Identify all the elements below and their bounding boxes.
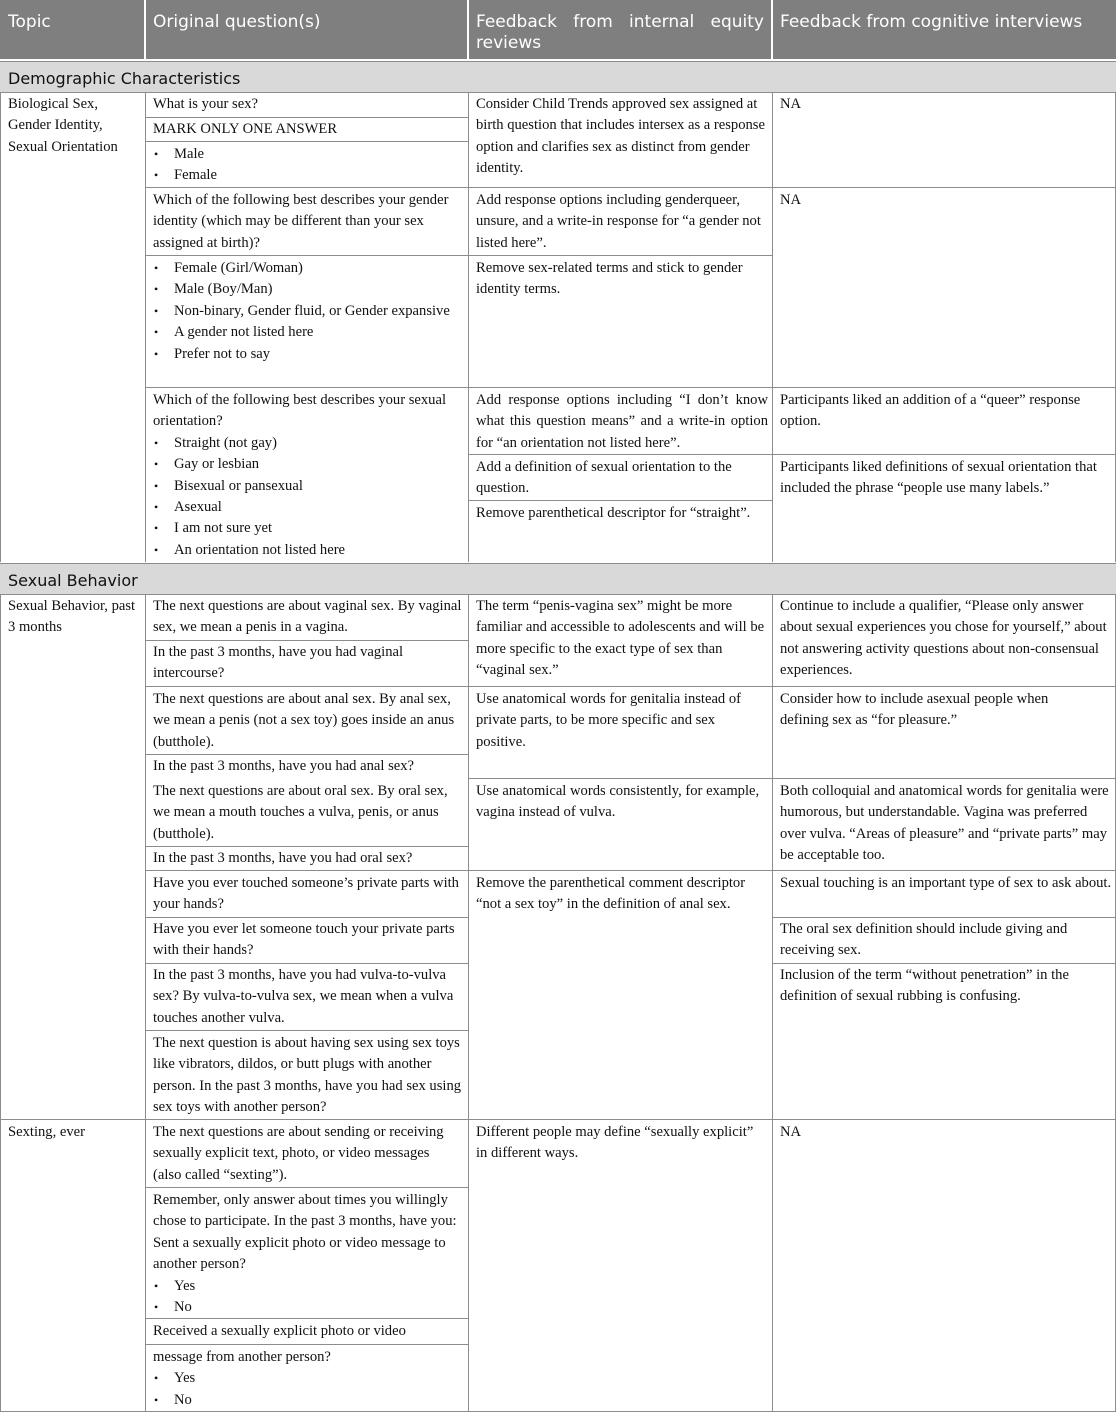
question-vaginal-definition: The next questions are about vaginal sex. By vaginal sex, we mean a penis in a vagina. [153, 598, 462, 636]
table-gridline [772, 92, 773, 562]
table-gridline [145, 1030, 468, 1031]
cognitive-feedback: Both colloquial and anatomical words for genitalia were humorous, but understandable. Vagina was preferred over vulva. “Areas of pleasure” and “private parts” may be acceptable too. [780, 783, 1109, 864]
table-gridline [772, 963, 1116, 964]
table-gridline [145, 594, 146, 1412]
table-gridline [0, 92, 1, 562]
list-item: • Straight (not gay) [153, 433, 458, 454]
table-gridline [468, 594, 469, 1412]
list-item: • Bisexual or pansexual [153, 476, 458, 497]
table-gridline [145, 870, 1116, 871]
list-item: • Gay or lesbian [153, 454, 458, 475]
question-vaginal: In the past 3 months, have you had vaginal intercourse? [153, 644, 404, 682]
question-gender-options [153, 258, 453, 365]
topic-sexting: Sexting, ever [8, 1124, 86, 1140]
equity-feedback: Add a definition of sexual orientation to the question. [476, 459, 732, 497]
question-received-continued [153, 1347, 465, 1411]
equity-feedback: Add response options including genderqueer, unsure, and a write-in response for “a gender not listed here”. [476, 192, 761, 251]
list-item: • No [153, 1390, 465, 1411]
question-received: Received a sexually explicit photo or video [153, 1323, 406, 1339]
question-vulva: In the past 3 months, have you had vulva-to-vulva sex? By vulva-to-vulva sex, we mean when a vulva touches another vulva. [153, 967, 454, 1026]
list-item: • Prefer not to say [153, 344, 453, 365]
question-let-touch: Have you ever let someone touch your private parts with their hands? [153, 921, 455, 959]
table-gridline [145, 963, 468, 964]
header-topic: Topic [0, 0, 145, 59]
list-item: • No [153, 1297, 465, 1318]
cognitive-feedback: Inclusion of the term “without penetration” in the definition of sexual rubbing is confusing. [780, 967, 1069, 1005]
cognitive-feedback: Sexual touching is an important type of sex to ask about. [780, 875, 1112, 891]
question-sexual-orientation [153, 390, 458, 561]
table-gridline [145, 1187, 468, 1188]
table-gridline [468, 92, 469, 562]
question-sex-options [153, 144, 465, 187]
table-gridline [145, 754, 468, 755]
table-gridline [468, 454, 1116, 455]
list-item: • I am not sure yet [153, 518, 458, 539]
list-item: • Male (Boy/Man) [153, 279, 453, 300]
list-item: • Female [153, 165, 465, 186]
question-mark-one: MARK ONLY ONE ANSWER [153, 121, 338, 137]
header-divider [144, 0, 146, 59]
question-sex: What is your sex? [153, 96, 258, 112]
table-gridline [145, 686, 1116, 687]
cognitive-feedback: NA [780, 192, 802, 208]
table-gridline [145, 187, 772, 188]
equity-feedback: Use anatomical words for genitalia instead of private parts, to be more specific and sex positive. [476, 691, 742, 750]
header-divider [467, 0, 469, 59]
question-sex-toys: The next question is about having sex using sex toys like vibrators, dildos, or butt plugs with another person. In the past 3 months, have you had sex using sex toys with another person? [153, 1035, 462, 1116]
table-gridline [145, 92, 146, 562]
header-divider [771, 0, 773, 59]
question-sexting-definition: The next questions are about sending or receiving sexually explicit text, photo, or video messages (also called “sexting”). [153, 1124, 444, 1183]
table-gridline [145, 387, 1116, 388]
equity-feedback: Remove parenthetical descriptor for “straight”. [476, 505, 751, 521]
table-gridline [145, 117, 468, 118]
table-gridline [145, 141, 468, 142]
list-item: • Non-binary, Gender fluid, or Gender expansive [153, 301, 453, 322]
table-gridline [145, 1318, 468, 1319]
question-text: Remember, only answer about times you willingly chose to participate. In the past 3 months, have you: Sent a sexually explicit photo or video message to another person? [153, 1192, 457, 1273]
table-gridline [772, 594, 773, 1412]
question-anal: In the past 3 months, have you had anal sex? [153, 758, 414, 774]
question-sent [153, 1190, 465, 1318]
question-oral: In the past 3 months, have you had oral sex? [153, 850, 413, 866]
header-equity-reviews: Feedback from internal equity reviews [468, 0, 772, 59]
list-item: • Yes [153, 1276, 465, 1297]
equity-feedback: The term “penis-vagina sex” might be more familiar and accessible to adolescents and will be more specific to the exact type of sex than “vaginal sex.” [476, 598, 765, 679]
table-gridline [0, 1119, 1116, 1120]
table-gridline [145, 640, 468, 641]
question-text: Which of the following best describes your sexual orientation? [153, 392, 447, 430]
list-item: • Yes [153, 1368, 465, 1389]
list-item: • An orientation not listed here [153, 540, 458, 561]
list-item: • Asexual [153, 497, 458, 518]
header-original-questions: Original question(s) [145, 0, 468, 59]
list-item: • Female (Girl/Woman) [153, 258, 453, 279]
equity-feedback: Remove sex-related terms and stick to gender identity terms. [476, 260, 743, 298]
question-text: message from another person? [153, 1349, 331, 1365]
cognitive-feedback: NA [780, 96, 802, 112]
equity-feedback: Consider Child Trends approved sex assigned at birth question that includes intersex as a response option and clarifies sex as distinct from gender identity. [476, 96, 765, 177]
list-item: • A gender not listed here [153, 322, 453, 343]
question-touched: Have you ever touched someone’s private parts with your hands? [153, 875, 459, 913]
table-gridline [468, 500, 772, 501]
question-oral-definition: The next questions are about oral sex. By oral sex, we mean a mouth touches a vulva, penis, or anus (butthole). [153, 783, 448, 842]
table-gridline [145, 1344, 468, 1345]
section-demographic: Demographic Characteristics [0, 61, 1116, 93]
topic-sexual-behavior: Sexual Behavior, past 3 months [8, 598, 136, 636]
table-gridline [772, 778, 1116, 779]
table-gridline [468, 778, 772, 779]
question-anal-definition: The next questions are about anal sex. By anal sex, we mean a penis (not a sex toy) goes inside an anus (butthole). [153, 691, 455, 750]
cognitive-feedback: NA [780, 1124, 802, 1140]
equity-feedback: Use anatomical words consistently, for example, vagina instead of vulva. [476, 783, 760, 821]
list-item: • Male [153, 144, 465, 165]
cognitive-feedback: The oral sex definition should include giving and receiving sex. [780, 921, 1068, 959]
cognitive-feedback: Consider how to include asexual people when defining sex as “for pleasure.” [780, 691, 1049, 729]
table-gridline [145, 255, 772, 256]
cognitive-feedback: Participants liked an addition of a “queer” response option. [780, 392, 1081, 430]
section-sexual-behavior: Sexual Behavior [0, 563, 1116, 595]
topic-biological-sex: Biological Sex, Gender Identity, Sexual Orientation [8, 96, 118, 155]
equity-feedback: Remove the parenthetical comment descriptor “not a sex toy” in the definition of anal sex. [476, 875, 746, 913]
equity-feedback: Add response options including “I don’t know what this question means” and a write-in option for “an orientation not listed here”. [476, 392, 768, 451]
equity-feedback: Different people may define “sexually explicit” in different ways. [476, 1124, 754, 1162]
cognitive-feedback: Continue to include a qualifier, “Please only answer about sexual experiences you chose for yourself,” about not answering activity questions about non-consensual experiences. [780, 598, 1107, 679]
cognitive-feedback: Participants liked definitions of sexual orientation that included the phrase “people use many labels.” [780, 459, 1097, 497]
table-gridline [145, 917, 468, 918]
table-gridline [772, 917, 1116, 918]
table-gridline [145, 846, 468, 847]
question-gender-identity: Which of the following best describes your gender identity (which may be different than your sex assigned at birth)? [153, 192, 449, 251]
table-gridline [772, 187, 1116, 188]
header-cognitive-interviews: Feedback from cognitive interviews [772, 0, 1116, 59]
table-gridline [0, 594, 1, 1412]
